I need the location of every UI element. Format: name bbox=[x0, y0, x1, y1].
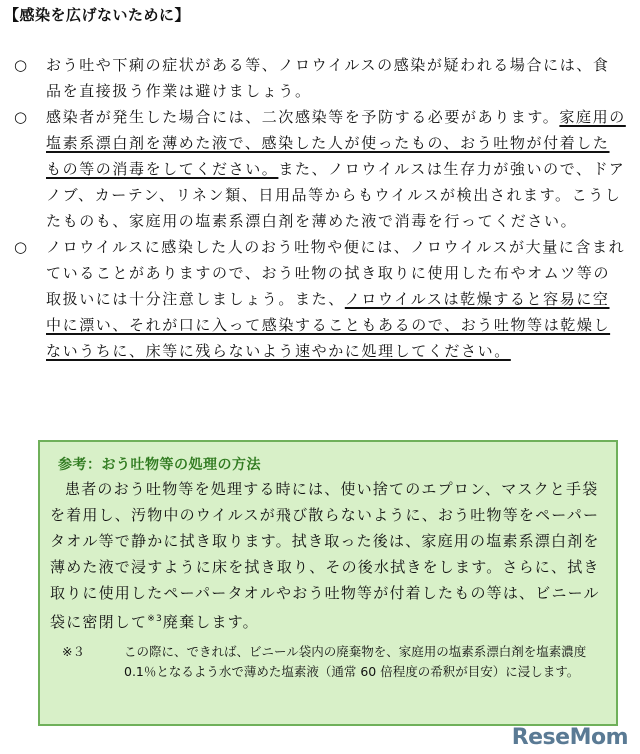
circle-bullet: ○ bbox=[14, 238, 28, 256]
footnote-text: この際に、できれば、ビニール袋内の廃棄物を、家庭用の塩素系漂白剤を塩素濃度 0.1％となるよう水で薄めた塩素液（通常 60 倍程度の希釈が目安）に浸します。 bbox=[124, 644, 587, 679]
section-title: 【感染を広げないために】 bbox=[4, 6, 191, 24]
underlined-text: 家庭用の塩素系漂白剤を薄めた液で、感染した人が使ったもの、おう吐物が付着したもの等の消毒をしてください。 bbox=[46, 108, 626, 178]
reference-box-body bbox=[50, 476, 610, 635]
reference-box bbox=[38, 440, 618, 726]
item-list bbox=[14, 52, 626, 364]
resemom-logo: ReseMom bbox=[511, 725, 628, 750]
footnote-ref: ※3 bbox=[147, 614, 163, 624]
item-text bbox=[46, 234, 626, 364]
footnote bbox=[62, 642, 602, 682]
circle-bullet: ○ bbox=[14, 108, 28, 126]
item-text-part: ノロウイルスに感染した人のおう吐物や便には、ノロウイルスが大量に含まれていることがありますので、おう吐物の拭き取りに使用した布やオムツ等の取扱いには十分注意しましょう。また、 bbox=[46, 238, 626, 308]
item-text-part: 感染者が発生した場合には、二次感染等を予防する必要があります。 bbox=[46, 108, 560, 126]
item-text bbox=[46, 104, 626, 234]
item-text bbox=[46, 52, 626, 104]
item-text-part: また、ノロウイルスは生存力が強いので、ドアノブ、カーテン、リネン類、日用品等からもウイルスが検出されます。こうしたものも、家庭用の塩素系漂白剤を薄めた液で消毒を行ってください。 bbox=[46, 160, 626, 230]
body-text-end: 廃棄します。 bbox=[162, 613, 259, 631]
underlined-text: ノロウイルスは乾燥すると容易に空中に漂い、それが口に入って感染することもあるので、おう吐物等は乾燥しないうちに、床等に残らないよう速やかに処理してください。 bbox=[46, 290, 611, 360]
body-text: 患者のおう吐物等を処理する時には、使い捨てのエプロン、マスクと手袋を着用し、汚物中のウイルスが飛び散らないように、おう吐物等をペーパータオル等で静かに拭き取ります。拭き取った後は、家庭用の塩素系漂白剤を薄めた液で浸すように床を拭き取り、その後水拭きをします。さらに、拭き取りに使用したペーパータオルやおう吐物等が付着したもの等は、ビニール袋に密閉して bbox=[50, 480, 600, 631]
item-text-part: おう吐や下痢の症状がある等、ノロウイルスの感染が疑われる場合には、食品を直接扱う作業は避けましょう。 bbox=[46, 56, 610, 100]
circle-bullet: ○ bbox=[14, 56, 28, 74]
list-item bbox=[14, 234, 626, 364]
reference-box-title: 参考：おう吐物等の処理の方法 bbox=[58, 457, 261, 473]
list-item bbox=[14, 52, 626, 104]
list-item bbox=[14, 104, 626, 234]
footnote-mark: ※３ bbox=[62, 644, 85, 659]
